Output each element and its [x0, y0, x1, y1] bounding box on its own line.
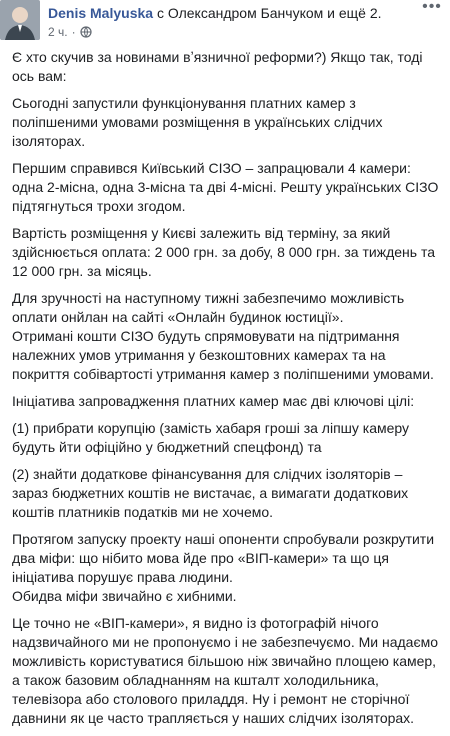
post-paragraph: Ініціатива запровадження платних камер має дві ключові цілі:: [12, 393, 415, 409]
post-paragraph: Є хто скучив за новинами вʼязничної реформи?) Якщо так, тоді ось вам:: [12, 49, 423, 84]
post-paragraph: Протягом запуску проекту наші опоненти спробували розкрутити два міфи: що нібито мова йде про «ВІП-камери» та що ця ініціатива порушує права людини.: [12, 531, 435, 585]
more-dots-icon: •••: [422, 0, 442, 15]
post-paragraph: Для зручності на наступному тижні забезпечимо можливість оплати онйлан на сайті «Онлайн будинок юстиції».: [12, 290, 405, 325]
post-header: [0, 0, 450, 44]
post-paragraph: Першим справився Київський СІЗО – запрацювали 4 камери: одна 2-місна, одна 3-місна та дві 4-місні. Решту українських СІЗО підтягнуться трохи згодом.: [12, 160, 439, 214]
globe-icon: [80, 26, 92, 38]
post-timestamp[interactable]: 2 ч.: [48, 25, 68, 39]
post-paragraph: (2) знайти додаткове фінансування для слідчих ізоляторів – зараз бюджетних коштів не вистачає, а вимагати додаткових коштів платників податків ми не хочемо.: [12, 466, 409, 520]
tagged-people-text[interactable]: с Олександром Банчуком и ещё 2.: [156, 5, 382, 21]
post-paragraph: Це точно не «ВІП-камери», я видно із фотографій нічого надзвичайного ми не пропонуємо і не забезпечуємо. Ми надаємо можливість користуватися більшою ніж звичайно площею камер, а також базовим обладнанням на кшталт холодильника, телевізора або столового приладдя. Ну і ремонт не сторічної давнини як це часто трапляється у наших слідчих ізоляторах.: [12, 615, 438, 726]
post-paragraph: Отримані кошти СІЗО будуть спрямовувати на підтримання належних умов утримання у безкоштовних камерах та на покриття собівартості утримання камер з поліпшеними умовами.: [12, 328, 434, 382]
post-text: [12, 48, 442, 736]
post-paragraph: Обидва міфи звичайно є хибними.: [12, 588, 237, 604]
post-meta: 2 ч. ·: [48, 24, 92, 40]
name-line: [48, 4, 382, 22]
author-name-link[interactable]: Denis Malyuska: [48, 5, 154, 21]
post-paragraph: Сьогодні запустили функціонування платних камер з поліпшеними умовами розміщення в українських слідчих ізоляторах.: [12, 95, 383, 149]
avatar[interactable]: [0, 0, 40, 40]
more-options-button[interactable]: [420, 2, 444, 18]
avatar-photo-icon: [0, 0, 40, 40]
post-paragraph: (1) прибрати корупцію (замість хабаря гроші за ліпшу камеру будуть йти офіційно у бюджетний спецфонд) та: [12, 420, 410, 455]
post-paragraph: Вартість розміщення у Києві залежить від терміну, за який здійснюється оплата: 2 000 грн. за добу, 8 000 грн. за тиждень та 12 000 грн. за місяць.: [12, 225, 435, 279]
